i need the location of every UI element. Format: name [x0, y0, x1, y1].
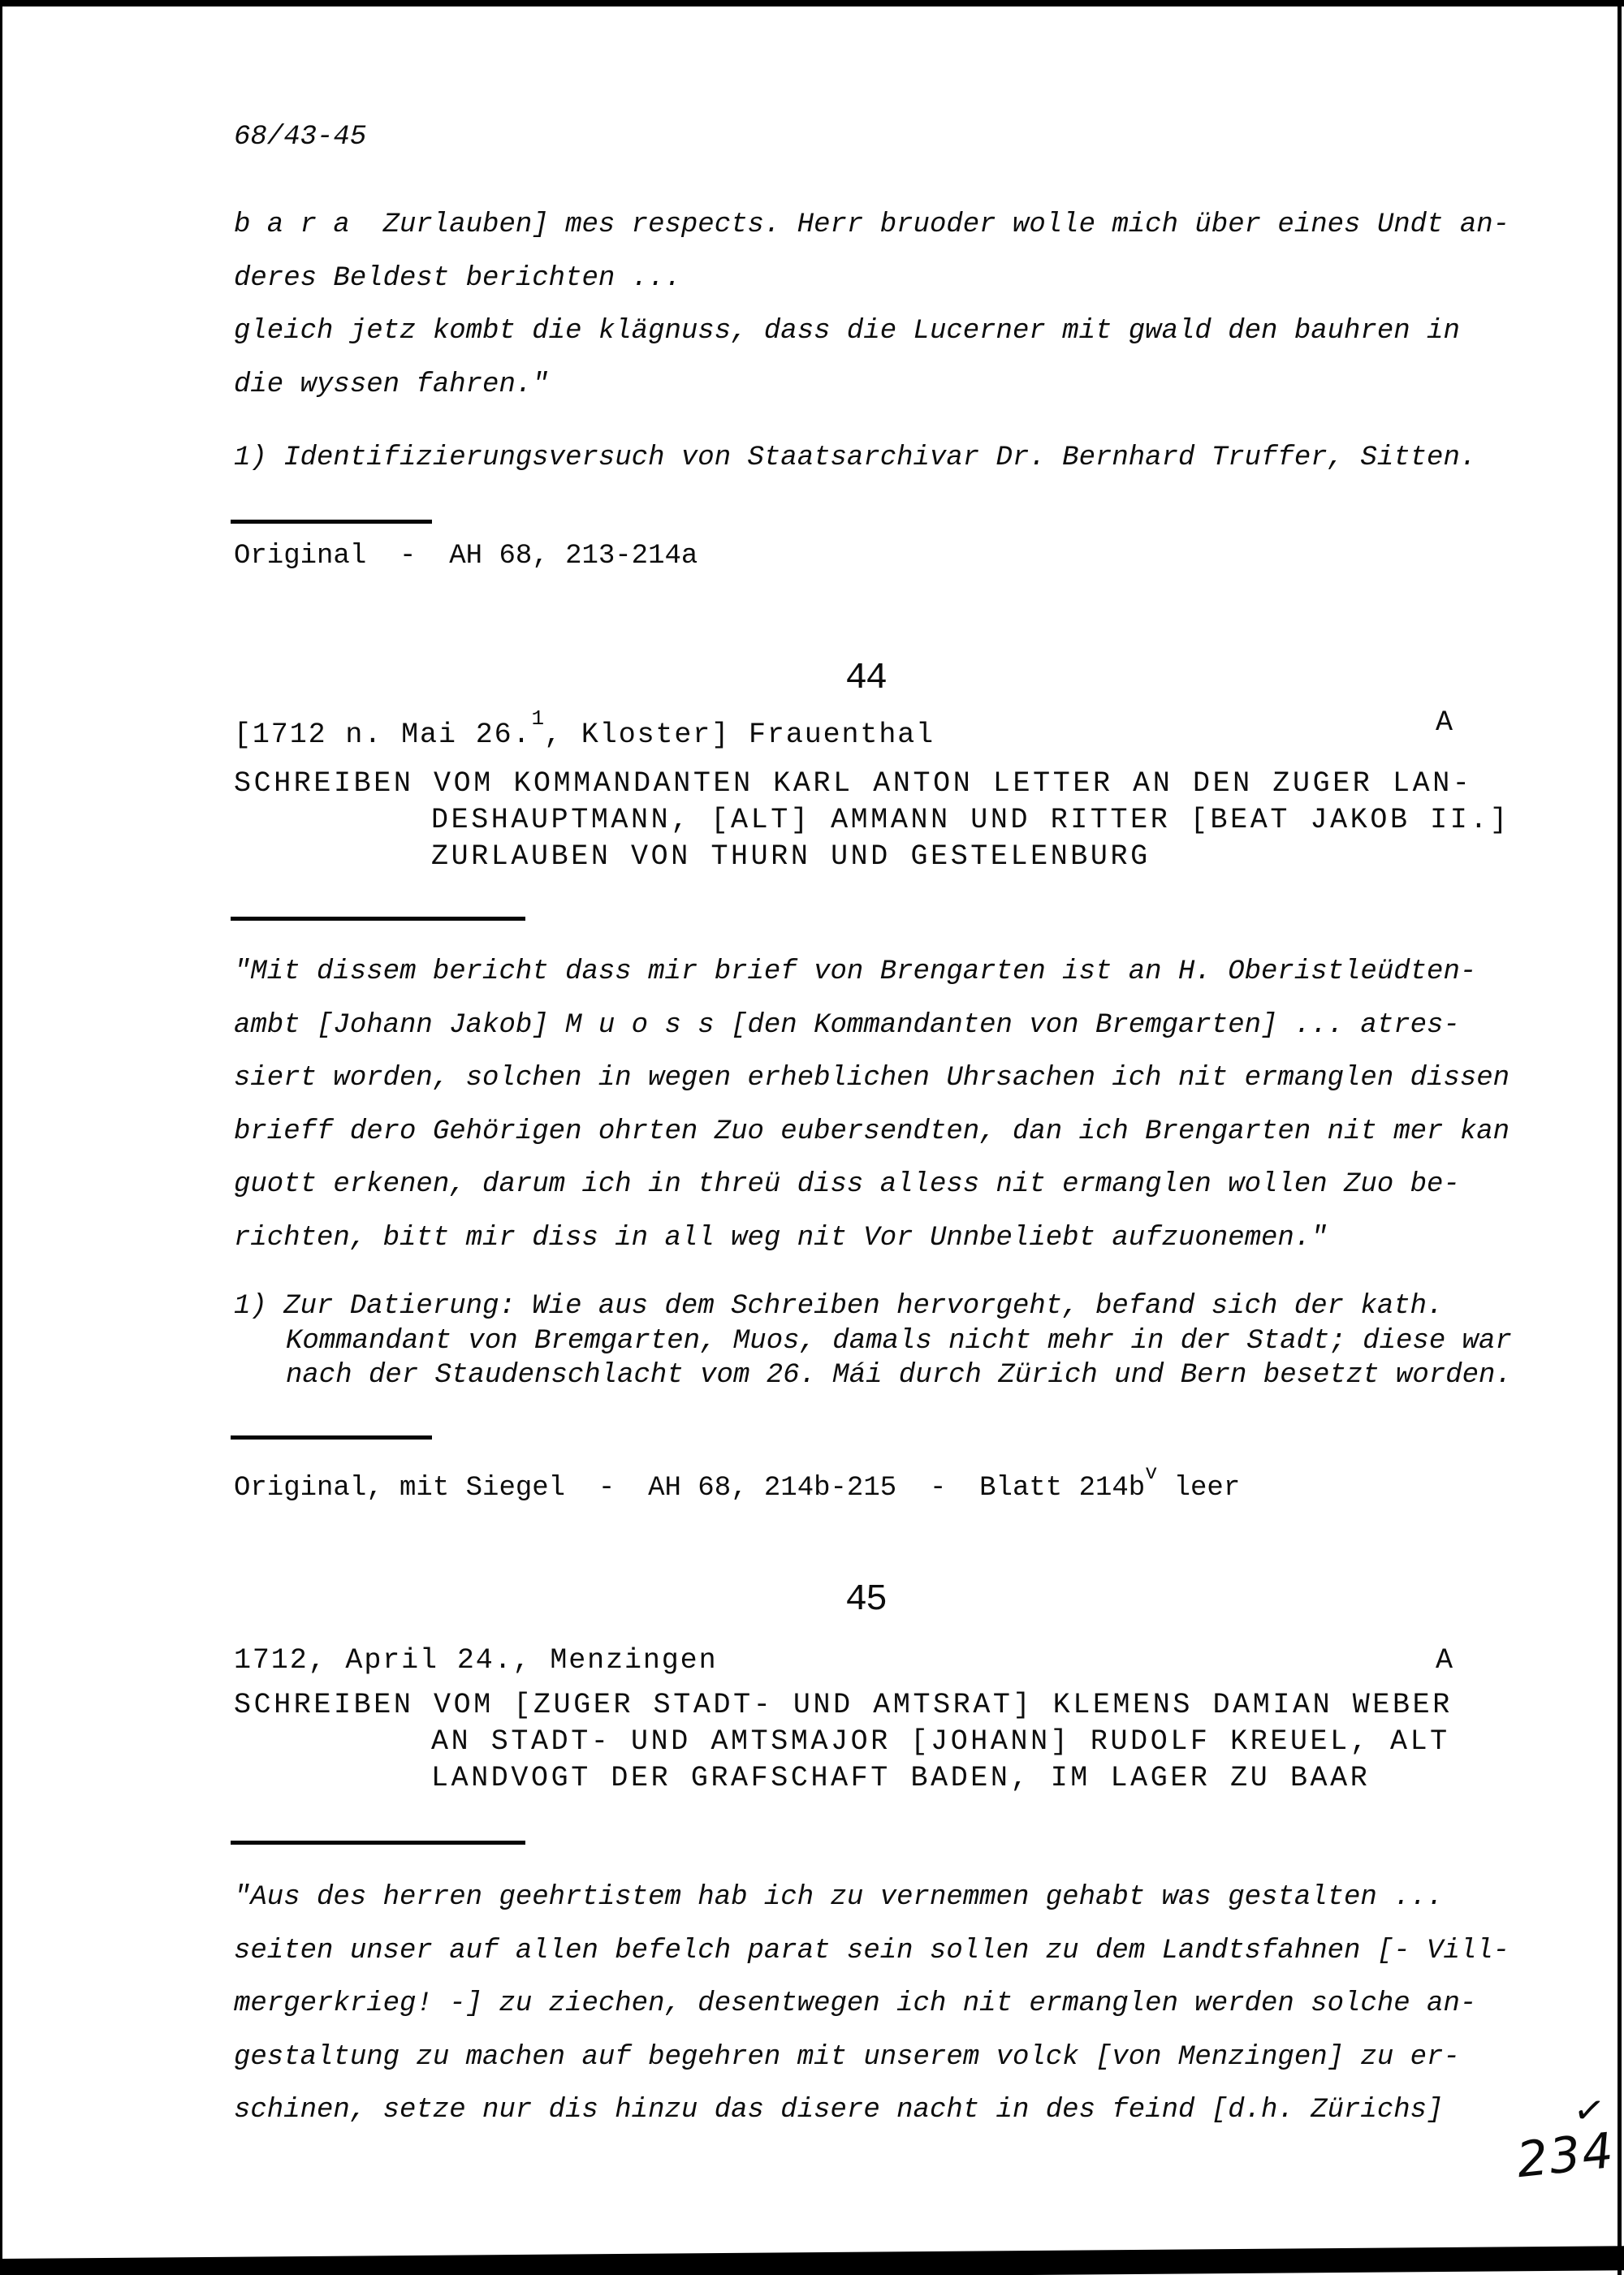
quote-line: richten, bitt mir diss in all weg nit Vor Unnbeliebt aufzuonemen."	[234, 1222, 1328, 1254]
entry-44-footnote	[234, 1289, 1512, 1393]
footnote-line: nach der Staudenschlacht vom 26. Mái durch Zürich und Bern besetzt worden.	[286, 1360, 1512, 1391]
title-line: DESHAUPTMANN, [ALT] AMMANN UND RITTER [BEAT JAKOB II.]	[431, 804, 1510, 836]
quote-line: deres Beldest berichten ...	[234, 262, 681, 294]
quote-line: gestaltung zu machen auf begehren mit unserem volck [von Menzingen] zu er-	[234, 2041, 1460, 2073]
entry-44-source	[234, 1461, 1240, 1504]
quote-line: mergerkrieg! -] zu ziechen, desentwegen ich nit ermanglen werden solche an-	[234, 1988, 1477, 2019]
scan-edge-right	[1618, 0, 1622, 2275]
footnote-ref-superscript: 1	[531, 706, 545, 731]
quote-line: b a r a Zurlauben] mes respects. Herr bruoder wolle mich über eines Undt an-	[234, 209, 1510, 240]
quote-line: seiten unser auf allen befelch parat sein sollen zu dem Landtsfahnen [- Vill-	[234, 1935, 1510, 1966]
scan-edge-left	[0, 0, 2, 2275]
underline-rule	[231, 917, 525, 921]
entry-45-title	[234, 1687, 1453, 1797]
quote-line: siert worden, solchen in wegen erheblichen Uhrsachen ich nit ermanglen dissen	[234, 1063, 1510, 1094]
title-line: ZURLAUBEN VON THURN UND GESTELENBURG	[431, 840, 1151, 873]
entry-44-date-prefix: [1712 n. Mai 26.	[234, 719, 532, 751]
entry-43-source: Original - AH 68, 213-214a	[234, 541, 698, 572]
quote-line: die wyssen fahren."	[234, 369, 549, 400]
entry-44-date-suffix: , Kloster] Frauenthal	[544, 719, 935, 751]
entry-44-corner-letter: A	[1436, 706, 1456, 739]
entry-44-date-line	[234, 706, 935, 751]
entry-44-source-suffix: leer	[1157, 1473, 1241, 1504]
title-line: LANDVOGT DER GRAFSCHAFT BADEN, IM LAGER ZU BAAR	[431, 1762, 1371, 1794]
handwritten-checkmark: ✓	[1570, 2086, 1609, 2135]
title-line: SCHREIBEN VOM KOMMANDANTEN KARL ANTON LETTER AN DEN ZUGER LAN-	[234, 767, 1473, 800]
scan-edge-top	[0, 0, 1624, 6]
entry-45-number: 45	[844, 1579, 886, 1621]
handwritten-page-number: 234	[1514, 2122, 1618, 2190]
underline-rule	[231, 1841, 525, 1845]
entry-45-date-line: 1712, April 24., Menzingen	[234, 1644, 718, 1677]
entry-45-corner-letter: A	[1436, 1644, 1456, 1677]
quote-line: gleich jetz kombt die klägnuss, dass die Lucerner mit gwald den bauhren in	[234, 316, 1460, 347]
entry-44-title	[234, 766, 1510, 875]
entry-43-footnote: 1) Identifizierungsversuch von Staatsarchivar Dr. Bernhard Truffer, Sitten.	[234, 442, 1477, 473]
quote-line: brieff dero Gehörigen ohrten Zuo eubersendten, dan ich Brengarten nit mer kan	[234, 1116, 1510, 1147]
footnote-line: 1) Zur Datierung: Wie aus dem Schreiben hervorgeht, befand sich der kath.	[234, 1291, 1444, 1322]
underline-rule	[231, 520, 432, 524]
archive-ref-header: 68/43-45	[234, 122, 367, 153]
entry-44-number: 44	[844, 658, 886, 699]
footnote-line: Kommandant von Bremgarten, Muos, damals nicht mehr in der Stadt; diese war	[286, 1325, 1512, 1357]
quote-line: ambt [Johann Jakob] M u o s s [den Kommandanten von Bremgarten] ... atres-	[234, 1009, 1460, 1041]
entry-45-quote	[234, 1871, 1510, 2138]
entry-44-quote	[234, 946, 1510, 1265]
quote-line: "Aus des herren geehrtistem hab ich zu vernemmen gehabt was gestalten ...	[234, 1882, 1444, 1913]
quote-line: guott erkenen, darum ich in threü diss alless nit ermanglen wollen Zuo be-	[234, 1169, 1460, 1200]
quote-line: "Mit dissem bericht dass mir brief von Brengarten ist an H. Oberistleüdten-	[234, 956, 1477, 987]
verso-superscript: v	[1145, 1461, 1158, 1485]
title-line: SCHREIBEN VOM [ZUGER STADT- UND AMTSRAT] KLEMENS DAMIAN WEBER	[234, 1689, 1453, 1721]
entry-44-source-prefix: Original, mit Siegel - AH 68, 214b-215 - Blatt 214b	[234, 1473, 1146, 1504]
underline-rule	[231, 1435, 432, 1440]
quote-line: schinen, setze nur dis hinzu das disere nacht in des feind [d.h. Zürichs]	[234, 2095, 1444, 2126]
title-line: AN STADT- UND AMTSMAJOR [JOHANN] RUDOLF KREUEL, ALT	[431, 1725, 1450, 1758]
scan-edge-bottom	[0, 2246, 1624, 2275]
entry-43-quote	[234, 199, 1510, 412]
